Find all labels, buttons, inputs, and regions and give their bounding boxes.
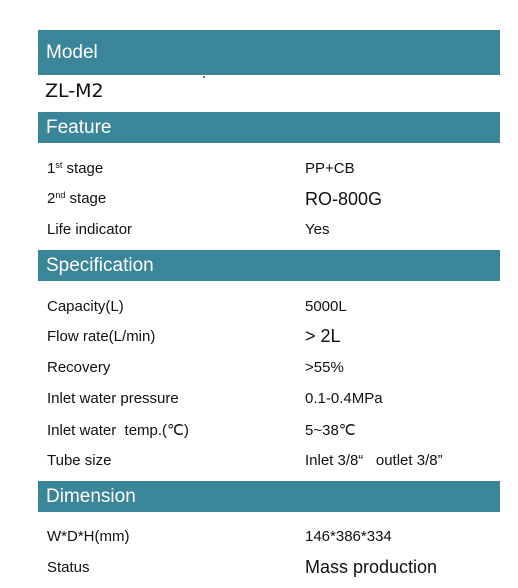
- stage2-rest: stage: [65, 190, 107, 207]
- spec-label-flow-rate: Flow rate(L/min): [47, 328, 156, 345]
- feature-value-stage1: PP+CB: [305, 160, 355, 177]
- spec-label-inlet-pressure: Inlet water pressure: [47, 390, 179, 407]
- specification-header: [38, 250, 500, 281]
- feature-label-stage2: [47, 190, 106, 207]
- feature-header: [38, 112, 500, 143]
- spec-value-inlet-temp: 5~38℃: [305, 422, 356, 439]
- specification-title: Specification: [46, 254, 154, 276]
- feature-label-stage1: [47, 160, 103, 177]
- stage2-sup: nd: [55, 190, 66, 200]
- stage1-num: 1: [47, 160, 56, 177]
- dim-value-status: Mass production: [305, 557, 438, 577]
- spec-value-recovery: >55%: [305, 359, 344, 376]
- spec-value-capacity: 5000L: [305, 298, 347, 315]
- dim-label-wdh: W*D*H(mm): [47, 528, 130, 545]
- spec-value-tube-size: Inlet 3/8“ outlet 3/8”: [305, 452, 443, 469]
- spec-value-inlet-pressure: 0.1-0.4MPa: [305, 390, 383, 407]
- feature-value-stage2: RO-800G: [305, 189, 383, 209]
- dimension-header: [38, 481, 500, 512]
- feature-title: Feature: [46, 116, 112, 138]
- dim-label-status: Status: [47, 559, 90, 576]
- spec-value-flow-rate: > 2L: [305, 326, 341, 346]
- feature-value-life-indicator: Yes: [305, 221, 330, 238]
- spec-label-recovery: Recovery: [47, 359, 111, 376]
- stage1-sup: st: [55, 160, 63, 170]
- dim-value-wdh: 146*386*334: [305, 528, 392, 545]
- model-header: [38, 30, 500, 75]
- stage2-num: 2: [47, 190, 56, 207]
- spec-label-tube-size: Tube size: [47, 452, 112, 469]
- model-value: ZL-M2: [45, 80, 104, 102]
- feature-label-life-indicator: Life indicator: [47, 221, 133, 238]
- model-title: Model: [46, 41, 98, 63]
- spec-label-inlet-temp: Inlet water temp.(℃): [47, 422, 189, 439]
- dimension-title: Dimension: [46, 485, 136, 507]
- decorative-dot: [203, 76, 205, 78]
- spec-label-capacity: Capacity(L): [47, 298, 124, 315]
- stage1-rest: stage: [62, 160, 104, 177]
